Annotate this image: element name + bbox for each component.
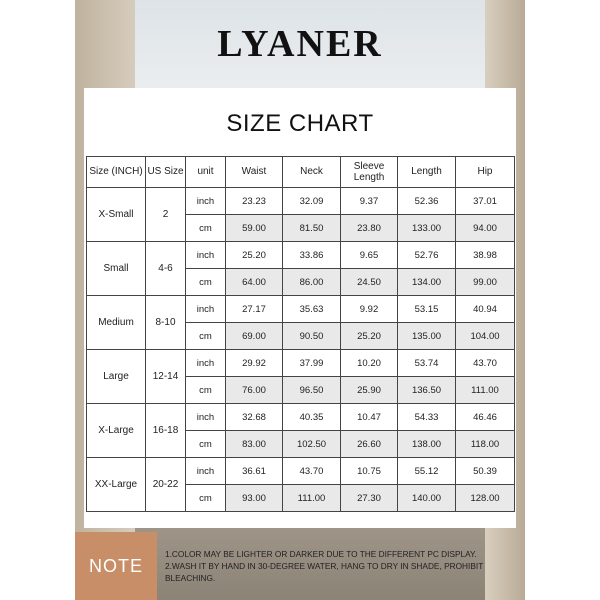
note-line: 1.COLOR MAY BE LIGHTER OR DARKER DUE TO THE DIFFERENT PC DISPLAY. xyxy=(165,549,477,559)
unit-label: inch xyxy=(186,404,226,431)
table-cell: 24.50 xyxy=(341,269,398,296)
table-header-row xyxy=(87,157,515,188)
table-cell: 10.75 xyxy=(341,458,398,485)
unit-label: cm xyxy=(186,431,226,458)
table-cell: 38.98 xyxy=(456,242,515,269)
table-cell: 99.00 xyxy=(456,269,515,296)
table-cell: 23.80 xyxy=(341,215,398,242)
table-row xyxy=(87,404,515,431)
table-cell: 136.50 xyxy=(398,377,456,404)
size-name: XX-Large xyxy=(87,458,146,512)
table-cell: 83.00 xyxy=(226,431,283,458)
header-size: Size (INCH) xyxy=(87,157,146,188)
table-cell: 25.20 xyxy=(226,242,283,269)
table-row xyxy=(87,242,515,269)
unit-label: cm xyxy=(186,269,226,296)
table-cell: 93.00 xyxy=(226,485,283,512)
size-chart-card xyxy=(84,88,516,528)
table-cell: 29.92 xyxy=(226,350,283,377)
table-cell: 69.00 xyxy=(226,323,283,350)
unit-label: cm xyxy=(186,323,226,350)
table-cell: 59.00 xyxy=(226,215,283,242)
chart-title: SIZE CHART xyxy=(226,110,374,137)
table-cell: 81.50 xyxy=(283,215,341,242)
table-cell: 53.74 xyxy=(398,350,456,377)
unit-label: inch xyxy=(186,242,226,269)
table-cell: 43.70 xyxy=(456,350,515,377)
size-name: X-Small xyxy=(87,188,146,242)
size-name: Small xyxy=(87,242,146,296)
table-cell: 46.46 xyxy=(456,404,515,431)
header-neck: Neck xyxy=(283,157,341,188)
table-cell: 140.00 xyxy=(398,485,456,512)
table-cell: 111.00 xyxy=(283,485,341,512)
table-cell: 37.01 xyxy=(456,188,515,215)
table-row xyxy=(87,188,515,215)
unit-label: inch xyxy=(186,188,226,215)
table-cell: 138.00 xyxy=(398,431,456,458)
unit-label: inch xyxy=(186,350,226,377)
table-row xyxy=(87,350,515,377)
table-cell: 104.00 xyxy=(456,323,515,350)
unit-label: cm xyxy=(186,215,226,242)
us-size: 20-22 xyxy=(146,458,186,512)
table-cell: 86.00 xyxy=(283,269,341,296)
table-cell: 36.61 xyxy=(226,458,283,485)
table-cell: 111.00 xyxy=(456,377,515,404)
table-cell: 32.09 xyxy=(283,188,341,215)
table-cell: 52.76 xyxy=(398,242,456,269)
table-cell: 64.00 xyxy=(226,269,283,296)
unit-label: cm xyxy=(186,485,226,512)
table-cell: 90.50 xyxy=(283,323,341,350)
header-waist: Waist xyxy=(226,157,283,188)
header-sleeve-length: Sleeve Length xyxy=(341,157,398,188)
table-cell: 37.99 xyxy=(283,350,341,377)
us-size: 12-14 xyxy=(146,350,186,404)
table-cell: 53.15 xyxy=(398,296,456,323)
size-table xyxy=(86,156,515,512)
table-cell: 9.65 xyxy=(341,242,398,269)
table-cell: 27.30 xyxy=(341,485,398,512)
header-unit: unit xyxy=(186,157,226,188)
table-cell: 135.00 xyxy=(398,323,456,350)
brand-logo: LYANER xyxy=(217,23,383,65)
unit-label: inch xyxy=(186,458,226,485)
us-size: 2 xyxy=(146,188,186,242)
unit-label: inch xyxy=(186,296,226,323)
note-text xyxy=(165,548,525,584)
note-line: 2.WASH IT BY HAND IN 30-DEGREE WATER, HANG TO DRY IN SHADE, PROHIBIT BLEACHING. xyxy=(165,561,484,583)
table-cell: 27.17 xyxy=(226,296,283,323)
header-hip: Hip xyxy=(456,157,515,188)
table-cell: 23.23 xyxy=(226,188,283,215)
table-cell: 52.36 xyxy=(398,188,456,215)
table-row xyxy=(87,458,515,485)
table-cell: 40.94 xyxy=(456,296,515,323)
table-cell: 76.00 xyxy=(226,377,283,404)
table-cell: 33.86 xyxy=(283,242,341,269)
table-cell: 128.00 xyxy=(456,485,515,512)
unit-label: cm xyxy=(186,377,226,404)
table-cell: 26.60 xyxy=(341,431,398,458)
size-name: X-Large xyxy=(87,404,146,458)
table-cell: 94.00 xyxy=(456,215,515,242)
table-cell: 35.63 xyxy=(283,296,341,323)
table-cell: 96.50 xyxy=(283,377,341,404)
us-size: 4-6 xyxy=(146,242,186,296)
us-size: 8-10 xyxy=(146,296,186,350)
table-cell: 32.68 xyxy=(226,404,283,431)
header-length: Length xyxy=(398,157,456,188)
table-cell: 134.00 xyxy=(398,269,456,296)
table-cell: 40.35 xyxy=(283,404,341,431)
size-name: Medium xyxy=(87,296,146,350)
table-cell: 118.00 xyxy=(456,431,515,458)
us-size: 16-18 xyxy=(146,404,186,458)
table-cell: 10.47 xyxy=(341,404,398,431)
size-name: Large xyxy=(87,350,146,404)
table-cell: 50.39 xyxy=(456,458,515,485)
table-cell: 102.50 xyxy=(283,431,341,458)
table-cell: 9.92 xyxy=(341,296,398,323)
table-cell: 54.33 xyxy=(398,404,456,431)
table-cell: 25.90 xyxy=(341,377,398,404)
table-cell: 25.20 xyxy=(341,323,398,350)
table-cell: 10.20 xyxy=(341,350,398,377)
table-cell: 43.70 xyxy=(283,458,341,485)
table-row xyxy=(87,296,515,323)
table-cell: 133.00 xyxy=(398,215,456,242)
note-label: NOTE xyxy=(75,532,157,600)
header-us-size: US Size xyxy=(146,157,186,188)
table-cell: 9.37 xyxy=(341,188,398,215)
table-cell: 55.12 xyxy=(398,458,456,485)
